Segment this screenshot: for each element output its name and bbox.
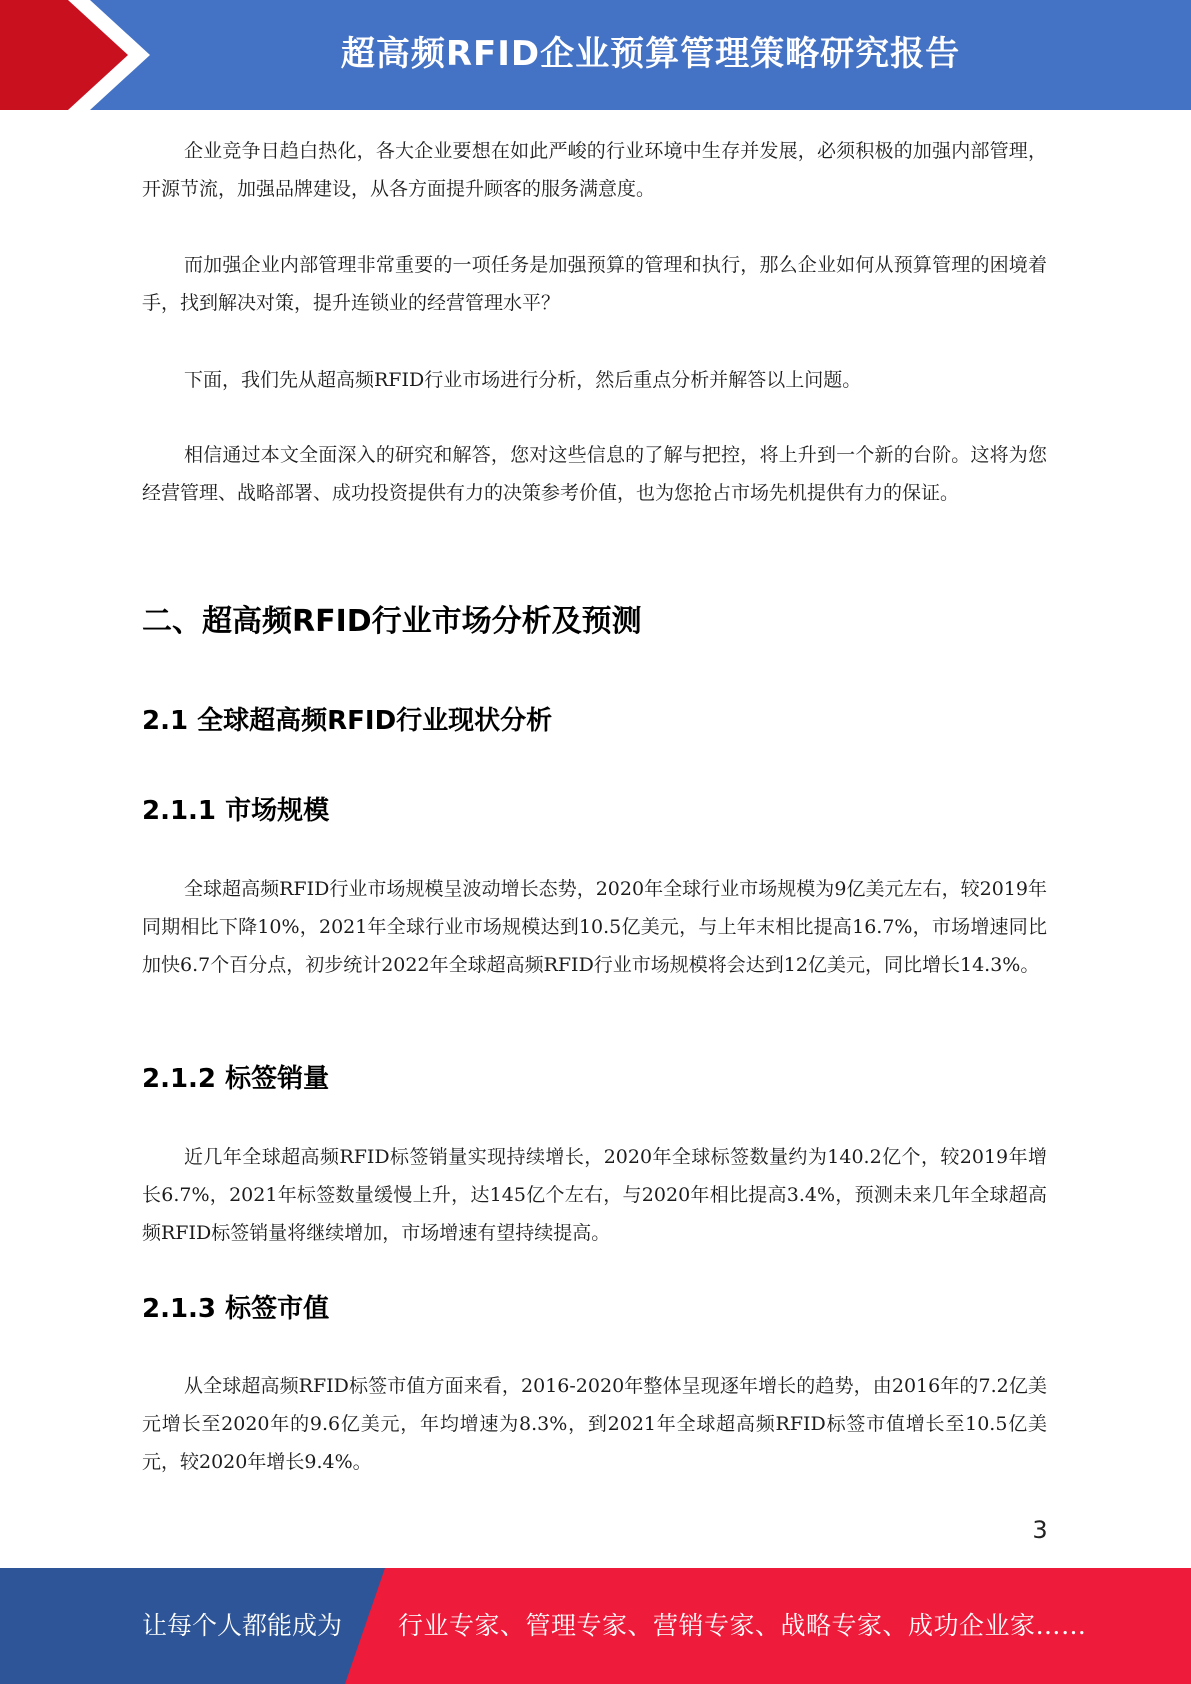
page-header <box>0 0 1191 110</box>
intro-paragraph-3: 下面，我们先从超高频RFID行业市场进行分析，然后重点分析并解答以上问题。 <box>184 369 862 391</box>
intro-paragraph-4: 相信通过本文全面深入的研究和解答，您对这些信息的了解与把控，将上升到一个新的台阶。这将为您经营管理、战略部署、成功投资提供有力的决策参考价值，也为您抢占市场先机提供有力的保证。 <box>142 444 1047 504</box>
footer-slogan-left: 让每个人都能成为 <box>142 1611 343 1640</box>
tag-value-paragraph: 从全球超高频RFID标签市值方面来看，2016-2020年整体呈现逐年增长的趋势，由2016年的7.2亿美元增长至2020年的9.6亿美元，年均增速为8.3%，到2021年全球超高频RFID标签市值增长至10.5亿美元，较2020年增长9.4%。 <box>142 1375 1047 1473</box>
intro-paragraph-2: 而加强企业内部管理非常重要的一项任务是加强预算的管理和执行，那么企业如何从预算管理的困境着手，找到解决对策，提升连锁业的经营管理水平？ <box>142 254 1047 314</box>
tag-sales-heading: 2.1.2 标签销量 <box>142 1064 330 1094</box>
report-title: 超高频RFID企业预算管理策略研究报告 <box>340 34 961 74</box>
page-footer <box>0 1568 1191 1684</box>
market-size-paragraph: 全球超高频RFID行业市场规模呈波动增长态势，2020年全球行业市场规模为9亿美元左右，较2019年同期相比下降10%，2021年全球行业市场规模达到10.5亿美元，与上年末相比提高16.7%，市场增速同比加快6.7个百分点，初步统计2022年全球超高频RFID行业市场规模将会达到12亿美元，同比增长14.3%。 <box>142 878 1047 976</box>
subsection-heading: 2.1 全球超高频RFID行业现状分析 <box>142 706 553 736</box>
page-number: 3 <box>1032 1516 1048 1544</box>
market-size-heading: 2.1.1 市场规模 <box>142 796 330 826</box>
section-heading: 二、超高频RFID行业市场分析及预测 <box>142 604 642 639</box>
footer-slogan-right: 行业专家、管理专家、营销专家、战略专家、成功企业家…… <box>398 1611 1087 1640</box>
tag-value-heading: 2.1.3 标签市值 <box>142 1294 330 1324</box>
tag-sales-paragraph: 近几年全球超高频RFID标签销量实现持续增长，2020年全球标签数量约为140.2亿个，较2019年增长6.7%，2021年标签数量缓慢上升，达145亿个左右，与2020年相比提高3.4%，预测未来几年全球超高频RFID标签销量将继续增加，市场增速有望持续提高。 <box>142 1146 1047 1244</box>
intro-paragraph-1: 企业竞争日趋白热化，各大企业要想在如此严峻的行业环境中生存并发展，必须积极的加强内部管理，开源节流，加强品牌建设，从各方面提升顾客的服务满意度。 <box>142 140 1047 200</box>
